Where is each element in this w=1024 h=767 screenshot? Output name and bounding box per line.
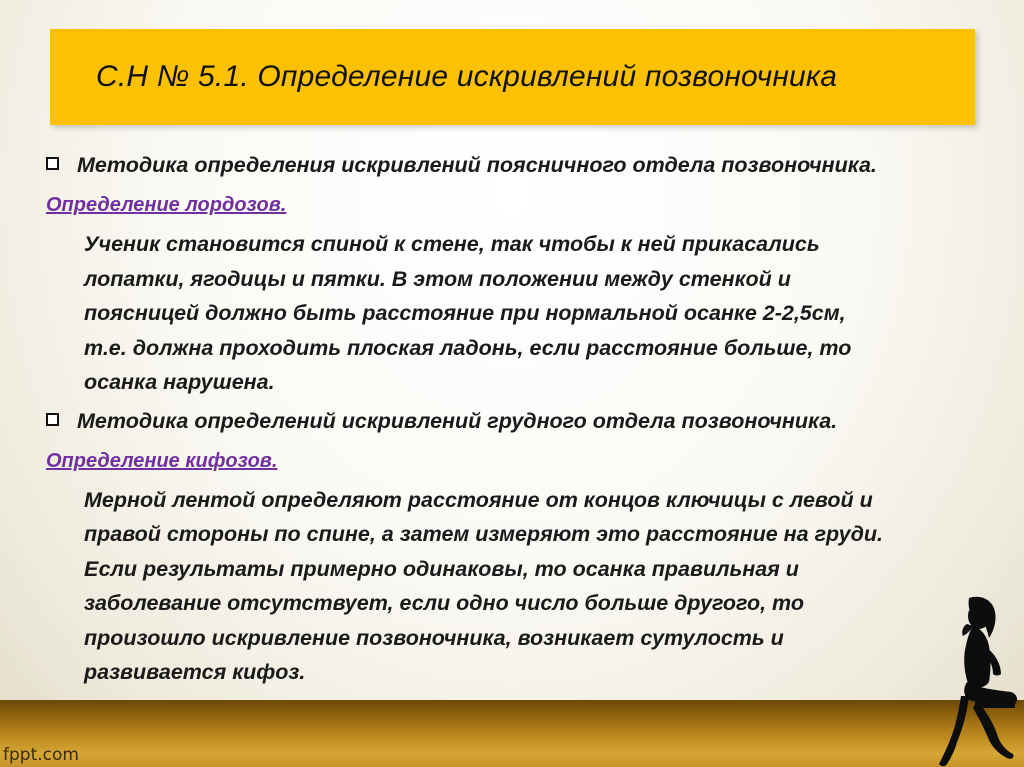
footer-brand: fppt.com — [3, 745, 79, 765]
subheading-kyphosis: Определение кифозов. — [46, 449, 278, 472]
bullet-item-thoracic — [46, 406, 986, 436]
paragraph-line: поясницей должно быть расстояние при нормальной осанке 2-2,5см, — [84, 301, 846, 325]
title-banner — [50, 29, 975, 125]
paragraph-line: лопатки, ягодицы и пятки. В этом положении между стенкой и — [84, 266, 791, 291]
paragraph-line: Мерной лентой определяют расстояние от концов ключицы с левой и — [84, 487, 873, 512]
bullet-item-lumbar — [46, 150, 986, 180]
paragraph-kyphosis — [84, 483, 984, 690]
paragraph-line: т.е. должна проходить плоская ладонь, если расстояние больше, то — [84, 335, 852, 360]
paragraph-line: осанка нарушена. — [84, 370, 275, 394]
slide-title: С.Н № 5.1. Определение искривлений позвоночника — [96, 60, 838, 93]
checkbox-bullet-icon — [46, 413, 59, 426]
paragraph-lordosis — [84, 227, 984, 400]
bullet-text-lumbar: Методика определения искривлений поясничного отдела позвоночника. — [77, 153, 877, 177]
paragraph-line: Ученик становится спиной к стене, так чтобы к ней прикасались — [84, 232, 820, 256]
paragraph-line: правой стороны по спине, а затем измеряют это расстояние на груди. — [84, 522, 883, 546]
bullet-text-thoracic: Методика определений искривлений грудного отдела позвоночника. — [77, 408, 838, 433]
footer-band — [0, 700, 1024, 767]
paragraph-line: Если результаты примерно одинаковы, то осанка правильная и — [84, 556, 799, 581]
paragraph-line: заболевание отсутствует, если одно число больше другого, то — [84, 591, 805, 615]
paragraph-line: произошло искривление позвоночника, возникает сутулость и — [84, 625, 784, 650]
woman-silhouette-icon — [915, 592, 1020, 767]
checkbox-bullet-icon — [46, 157, 59, 170]
subheading-lordosis: Определение лордозов. — [46, 194, 287, 216]
slide-content — [46, 150, 986, 690]
paragraph-line: развивается кифоз. — [84, 660, 306, 684]
